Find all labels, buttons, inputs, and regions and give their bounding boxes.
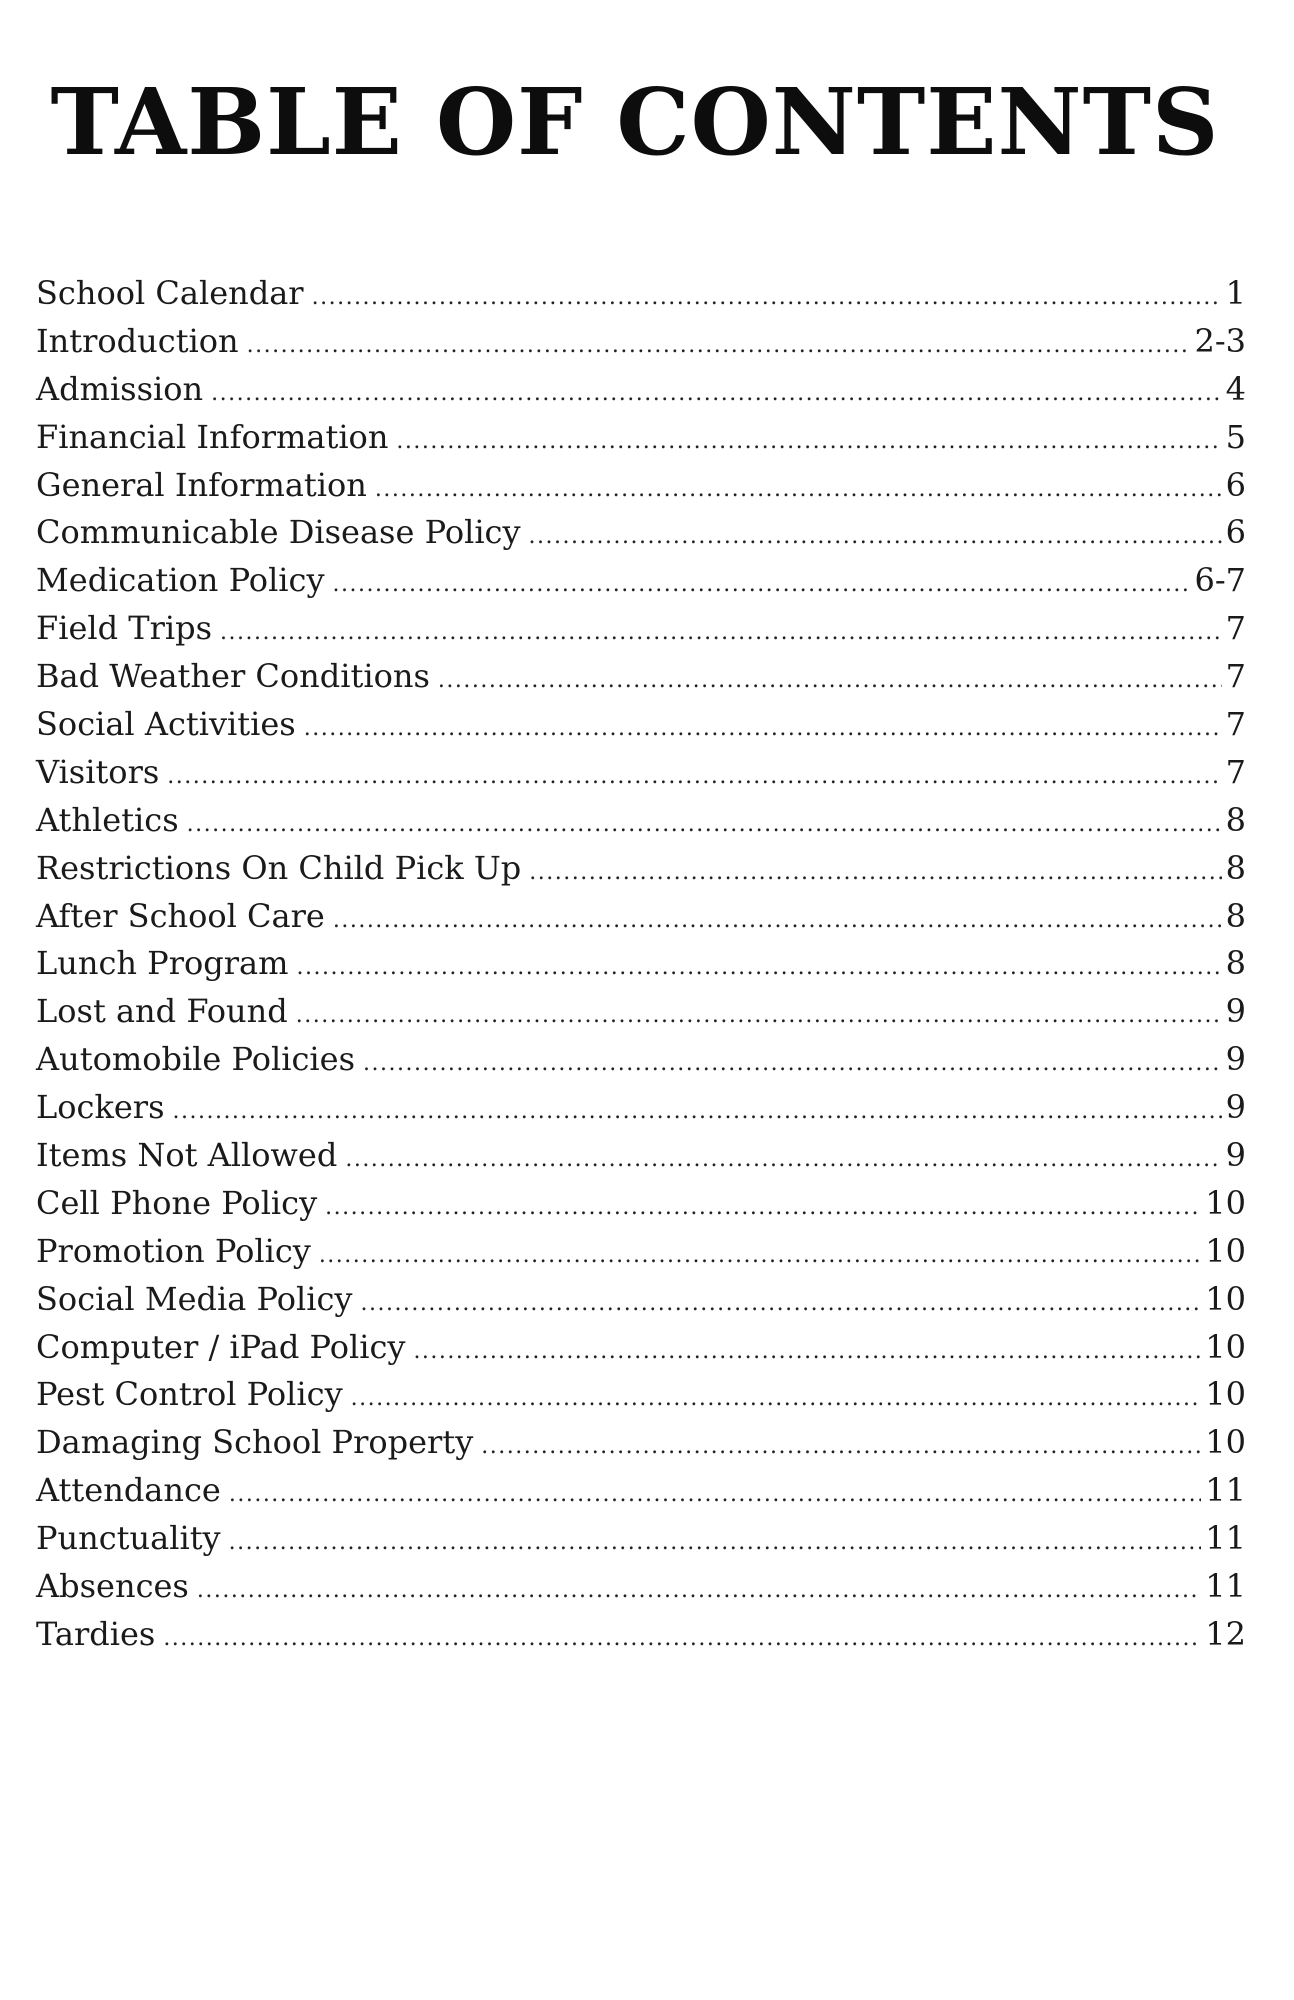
toc-dot-leader: [529, 849, 1221, 897]
toc-entry-label: Tardies: [36, 1614, 156, 1653]
toc-entry-label: Computer / iPad Policy: [36, 1327, 406, 1366]
toc-entry-page-number: 10: [1205, 1231, 1246, 1270]
toc-entry: [36, 1515, 1246, 1563]
toc-entry-label: Absences: [36, 1567, 189, 1606]
toc-dot-leader: [220, 609, 1222, 657]
toc-entry-page-number: 8: [1225, 848, 1246, 887]
toc-entry-page-number: 10: [1205, 1279, 1246, 1318]
toc-entry-page-number: 6: [1225, 513, 1246, 552]
toc-entry-page-number: 9: [1225, 1088, 1246, 1127]
toc-entry-page-number: 11: [1205, 1567, 1246, 1606]
toc-entry: [36, 1276, 1246, 1324]
toc-entry-page-number: 9: [1225, 1040, 1246, 1079]
toc-entry-label: Bad Weather Conditions: [36, 657, 430, 696]
toc-entry: [36, 366, 1246, 414]
toc-entry-label: Medication Policy: [36, 561, 325, 600]
toc-entry: [36, 1132, 1246, 1180]
toc-entry-page-number: 10: [1205, 1375, 1246, 1414]
toc-entry-page-number: 11: [1205, 1519, 1246, 1558]
toc-entry: [36, 701, 1246, 749]
toc-dot-leader: [197, 1567, 1201, 1615]
toc-entry: [36, 1228, 1246, 1276]
toc-entry-page-number: 7: [1225, 609, 1246, 648]
toc-entry-page-number: 8: [1225, 800, 1246, 839]
toc-dot-leader: [304, 705, 1222, 753]
toc-entry: [36, 988, 1246, 1036]
toc-entry-label: Admission: [36, 369, 204, 408]
toc-entry-label: Lunch Program: [36, 944, 289, 983]
toc-entry-page-number: 10: [1205, 1183, 1246, 1222]
toc-entry: [36, 1371, 1246, 1419]
toc-entry: [36, 893, 1246, 941]
toc-entry-page-number: 7: [1225, 752, 1246, 791]
toc-entry: [36, 940, 1246, 988]
toc-entry-page-number: 5: [1225, 417, 1246, 456]
toc-dot-leader: [229, 1519, 1202, 1567]
toc-entry: [36, 509, 1246, 557]
toc-entry-page-number: 10: [1205, 1423, 1246, 1462]
toc-entry-label: Damaging School Property: [36, 1423, 474, 1462]
toc-entry-label: Communicable Disease Policy: [36, 513, 521, 552]
toc-entry: [36, 1084, 1246, 1132]
toc-entry: [36, 270, 1246, 318]
toc-entry: [36, 462, 1246, 510]
toc-entry-label: Automobile Policies: [36, 1040, 355, 1079]
toc-entry: [36, 845, 1246, 893]
toc-entry-label: Items Not Allowed: [36, 1136, 338, 1175]
toc-entry-label: Promotion Policy: [36, 1231, 311, 1270]
toc-dot-leader: [333, 561, 1191, 609]
toc-dot-leader: [345, 1136, 1221, 1184]
toc-entry-label: Athletics: [36, 800, 179, 839]
toc-entry-page-number: 9: [1225, 992, 1246, 1031]
toc-dot-leader: [167, 753, 1221, 801]
toc-dot-leader: [351, 1375, 1202, 1423]
toc-entry-label: School Calendar: [36, 274, 304, 312]
toc-entry-label: Restrictions On Child Pick Up: [36, 848, 522, 887]
toc-entry-label: Visitors: [36, 752, 160, 791]
toc-entry-page-number: 8: [1225, 944, 1246, 983]
page-title: TABLE OF CONTENTS: [50, 68, 1220, 176]
toc-entry-page-number: 1: [1225, 274, 1246, 312]
toc-dot-leader: [296, 944, 1221, 992]
toc-entry-page-number: 10: [1205, 1327, 1246, 1366]
toc-entry-page-number: 11: [1205, 1471, 1246, 1510]
toc-entry: [36, 1036, 1246, 1084]
toc-dot-leader: [413, 1328, 1201, 1376]
toc-dot-leader: [438, 657, 1222, 705]
toc-entry: [36, 1563, 1246, 1611]
toc-entry: [36, 797, 1246, 845]
toc-dot-leader: [247, 322, 1191, 370]
toc-dot-leader: [211, 370, 1222, 418]
toc-entry-page-number: 9: [1225, 1136, 1246, 1175]
toc-entry: [36, 1467, 1246, 1515]
toc-entry: [36, 414, 1246, 462]
toc-entry: [36, 1611, 1246, 1659]
toc-dot-leader: [163, 1615, 1201, 1663]
toc-entry-label: Cell Phone Policy: [36, 1183, 318, 1222]
toc-entry-label: General Information: [36, 465, 367, 504]
toc-dot-leader: [529, 513, 1222, 561]
toc-dot-leader: [325, 1184, 1201, 1232]
toc-dot-leader: [319, 1232, 1201, 1280]
toc-dot-leader: [296, 992, 1222, 1040]
toc-dot-leader: [363, 1040, 1222, 1088]
toc-dot-leader: [333, 897, 1222, 945]
toc-entry-label: Field Trips: [36, 609, 213, 648]
toc-entry-page-number: 8: [1225, 896, 1246, 935]
toc-entry-label: Introduction: [36, 321, 239, 360]
toc-dot-leader: [172, 1088, 1221, 1136]
toc-entry-label: Social Media Policy: [36, 1279, 353, 1318]
toc-entry: [36, 653, 1246, 701]
toc-entry: [36, 1180, 1246, 1228]
toc-dot-leader: [396, 418, 1221, 466]
toc-entry-label: Pest Control Policy: [36, 1375, 343, 1414]
toc-entry-page-number: 7: [1225, 705, 1246, 744]
toc-entry: [36, 1324, 1246, 1372]
toc-entry: [36, 557, 1246, 605]
toc-dot-leader: [481, 1423, 1201, 1471]
toc-entry-label: After School Care: [36, 896, 325, 935]
toc-entry: [36, 605, 1246, 653]
toc-entry-page-number: 7: [1225, 657, 1246, 696]
toc-dot-leader: [375, 466, 1222, 514]
toc-entry-label: Financial Information: [36, 417, 389, 456]
toc-entry: [36, 318, 1246, 366]
toc-entry-page-number: 4: [1225, 369, 1246, 408]
toc-dot-leader: [360, 1280, 1201, 1328]
toc-entry-label: Lockers: [36, 1088, 165, 1127]
toc-entry-label: Lost and Found: [36, 992, 288, 1031]
toc-entry: [36, 749, 1246, 797]
toc-dot-leader: [229, 1471, 1201, 1519]
toc-entry-page-number: 6-7: [1194, 561, 1246, 600]
toc-entry-label: Social Activities: [36, 705, 296, 744]
toc-entry-label: Attendance: [36, 1471, 221, 1510]
toc-entry-page-number: 12: [1205, 1614, 1246, 1653]
toc-dot-leader: [312, 274, 1222, 322]
toc-entry: [36, 1419, 1246, 1467]
table-of-contents-list: [36, 270, 1246, 1659]
toc-entry-page-number: 6: [1225, 465, 1246, 504]
toc-entry-page-number: 2-3: [1194, 321, 1246, 360]
toc-dot-leader: [187, 801, 1222, 849]
toc-entry-label: Punctuality: [36, 1519, 221, 1558]
